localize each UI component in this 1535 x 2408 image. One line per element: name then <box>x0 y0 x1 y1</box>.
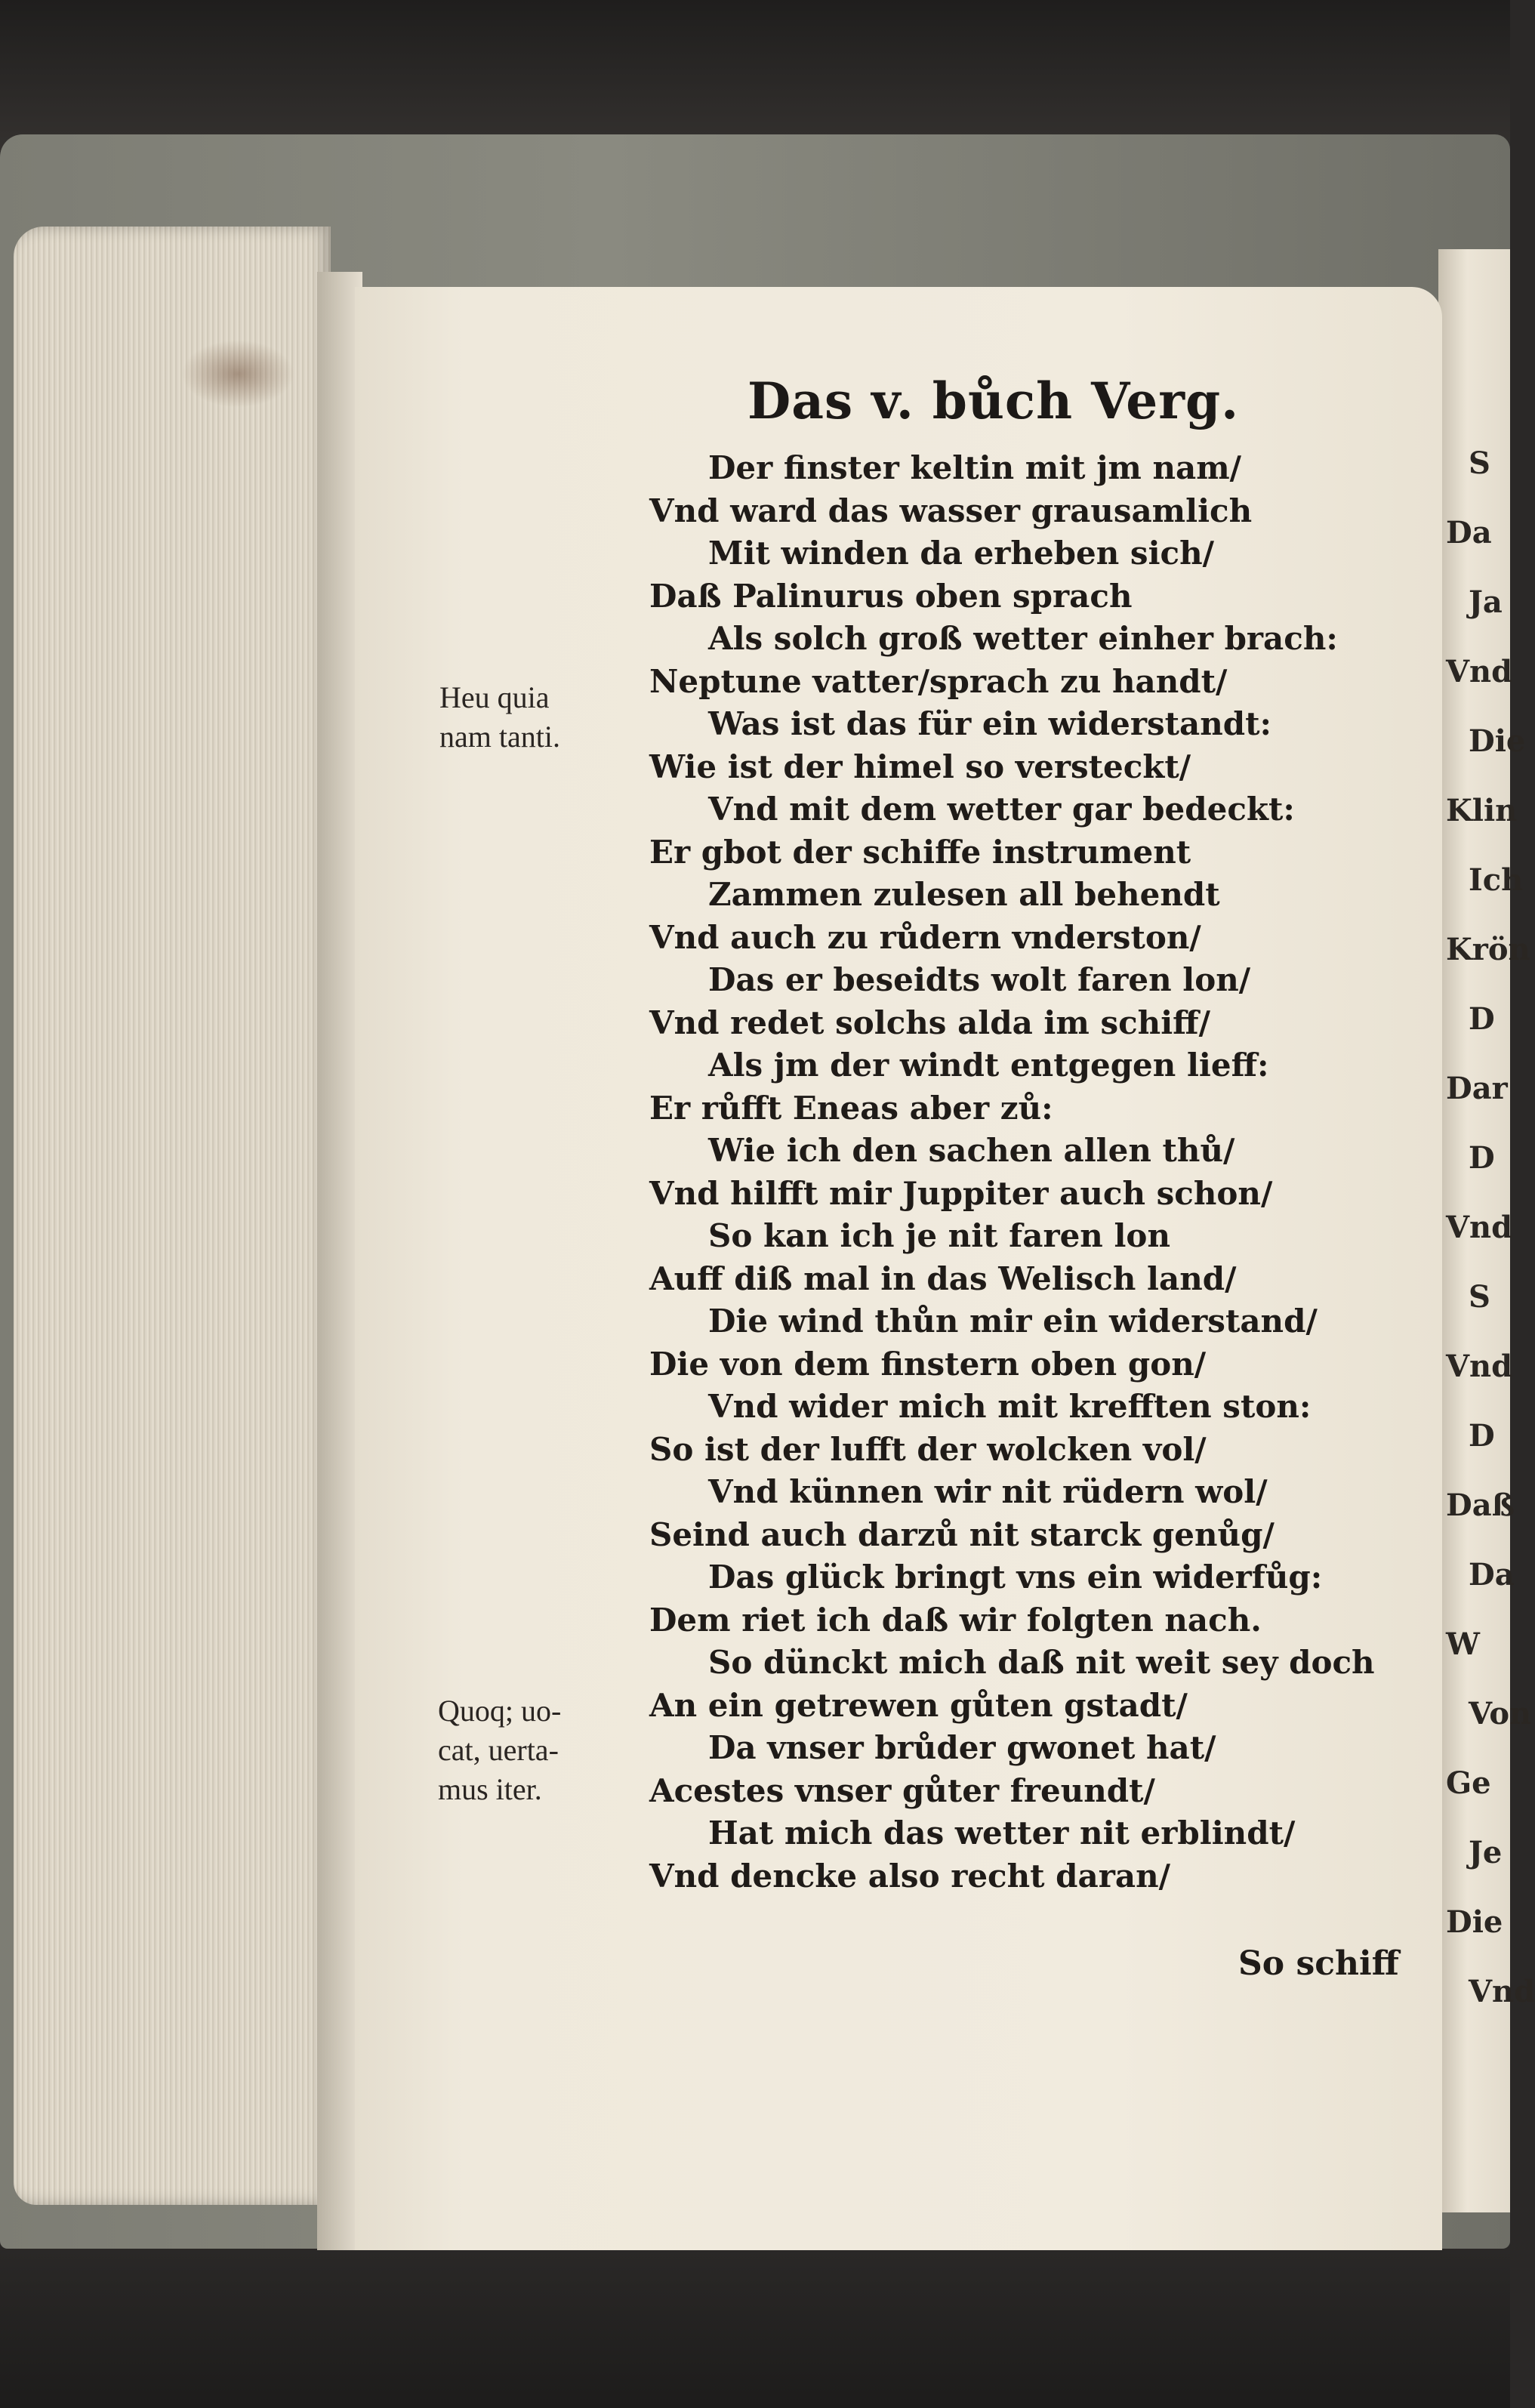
facing-page-fragment: Da <box>1469 1557 1515 1592</box>
verse-line: Wie ist der himel so versteckt/ <box>649 748 1191 785</box>
facing-page-fragment: Ge <box>1446 1765 1491 1801</box>
marginal-note-line: Quoq; uo- <box>438 1694 562 1728</box>
marginal-note-line: cat, uerta- <box>438 1733 559 1767</box>
verse-line: Acestes vnser gůter freundt/ <box>649 1771 1155 1809</box>
facing-page-fragment: Vnd <box>1446 1349 1513 1384</box>
facing-page-fragment: Von <box>1469 1696 1532 1731</box>
facing-page-fragment: Vnd <box>1469 1974 1535 2009</box>
verse-line: Vnd mit dem wetter gar bedeckt: <box>708 791 1295 828</box>
background-top <box>0 0 1510 151</box>
facing-page-fragment: Ja <box>1469 584 1503 620</box>
facing-page-fragment: S <box>1469 446 1490 481</box>
catchword: So schiff <box>1238 1944 1399 1983</box>
verse-text <box>649 447 1404 1898</box>
verse-line: Als jm der windt entgegen lieff: <box>708 1047 1269 1084</box>
verse-line: So dünckt mich daß nit weit sey doch <box>708 1644 1375 1681</box>
verse-line: Vnd künnen wir nit rüdern wol/ <box>708 1473 1268 1510</box>
page-block-edge <box>14 227 331 2205</box>
facing-page-fragment: D <box>1469 1418 1495 1454</box>
verse-line: Er gbot der schiffe instrument <box>649 833 1191 871</box>
verse-line: Das er beseidts wolt faren lon/ <box>708 961 1251 998</box>
running-header: Das v. bůch Verg. <box>747 372 1240 430</box>
verse-line: Vnd hilfft mir Juppiter auch schon/ <box>649 1174 1273 1212</box>
verse-line: So kan ich je nit faren lon <box>708 1217 1170 1254</box>
verse-line: Seind auch darzů nit starck genůg/ <box>649 1515 1275 1553</box>
facing-page-fragment: Krön <box>1446 932 1530 967</box>
verse-line: Vnd redet solchs alda im schiff/ <box>649 1004 1210 1041</box>
verse-line: Auff diß mal in das Welisch land/ <box>649 1259 1237 1297</box>
facing-page-fragment: Ich <box>1469 862 1524 898</box>
marginal-note-1 <box>439 678 560 757</box>
facing-page-fragment: Daß <box>1446 1488 1515 1523</box>
verse-line: Neptune vatter/sprach zu handt/ <box>649 662 1228 700</box>
facing-page-fragment: Die <box>1446 1904 1503 1940</box>
verse-line: Das glück bringt vns ein widerfůg: <box>708 1559 1323 1596</box>
verse-line: Da vnser brůder gwonet hat/ <box>708 1729 1216 1766</box>
facing-page-fragment: Vnd <box>1446 1210 1513 1245</box>
facing-page-fragment: D <box>1469 1140 1495 1176</box>
facing-page-fragment: Je <box>1469 1835 1503 1870</box>
verse-line: Mit winden da erheben sich/ <box>708 535 1214 572</box>
facing-page-fragment: Klin <box>1446 793 1518 828</box>
marginal-note-2 <box>438 1691 561 1809</box>
verse-line: So ist der lufft der wolcken vol/ <box>649 1430 1207 1468</box>
verse-line: Hat mich das wetter nit erblindt/ <box>708 1814 1296 1851</box>
facing-page-fragment: S <box>1469 1279 1490 1315</box>
marginal-note-line: Heu quia <box>439 680 550 714</box>
marginal-note-line: mus iter. <box>438 1772 542 1806</box>
verse-line: An ein getrewen gůten gstadt/ <box>649 1686 1188 1724</box>
background-bottom <box>0 2250 1510 2408</box>
verse-line: Die wind thůn mir ein widerstand/ <box>708 1303 1318 1340</box>
verse-line: Was ist das für ein widerstandt: <box>708 705 1272 742</box>
verse-line: Dem riet ich daß wir folgten nach. <box>649 1601 1262 1639</box>
facing-page-fragment: W <box>1446 1626 1480 1662</box>
verse-line: Die von dem finstern oben gon/ <box>649 1345 1207 1383</box>
verse-line: Vnd wider mich mit krefften ston: <box>708 1388 1312 1425</box>
verse-line: Zammen zulesen all behendt <box>708 876 1220 913</box>
verse-line: Als solch groß wetter einher brach: <box>708 620 1338 657</box>
verse-line: Vnd auch zu růdern vnderston/ <box>649 918 1201 956</box>
marginal-note-line: nam tanti. <box>439 720 560 754</box>
facing-page-fragment: D <box>1469 1001 1495 1037</box>
verse-line: Der finster keltin mit jm nam/ <box>708 449 1241 486</box>
verse-line: Vnd ward das wasser grausamlich <box>649 492 1253 529</box>
verse-line: Vnd dencke also recht daran/ <box>649 1857 1170 1895</box>
facing-page-fragment: Die <box>1469 723 1526 759</box>
facing-page-fragment: Da <box>1446 515 1492 550</box>
facing-page-fragment: Dar <box>1446 1071 1508 1106</box>
facing-page-fragment: Vnd <box>1446 654 1513 689</box>
facing-page-edge <box>1438 249 1535 2212</box>
verse-line: Daß Palinurus oben sprach <box>649 577 1133 615</box>
verse-line: Er růfft Eneas aber zů: <box>649 1089 1053 1127</box>
edge-stain <box>181 340 294 408</box>
verse-line: Wie ich den sachen allen thů/ <box>708 1132 1235 1169</box>
